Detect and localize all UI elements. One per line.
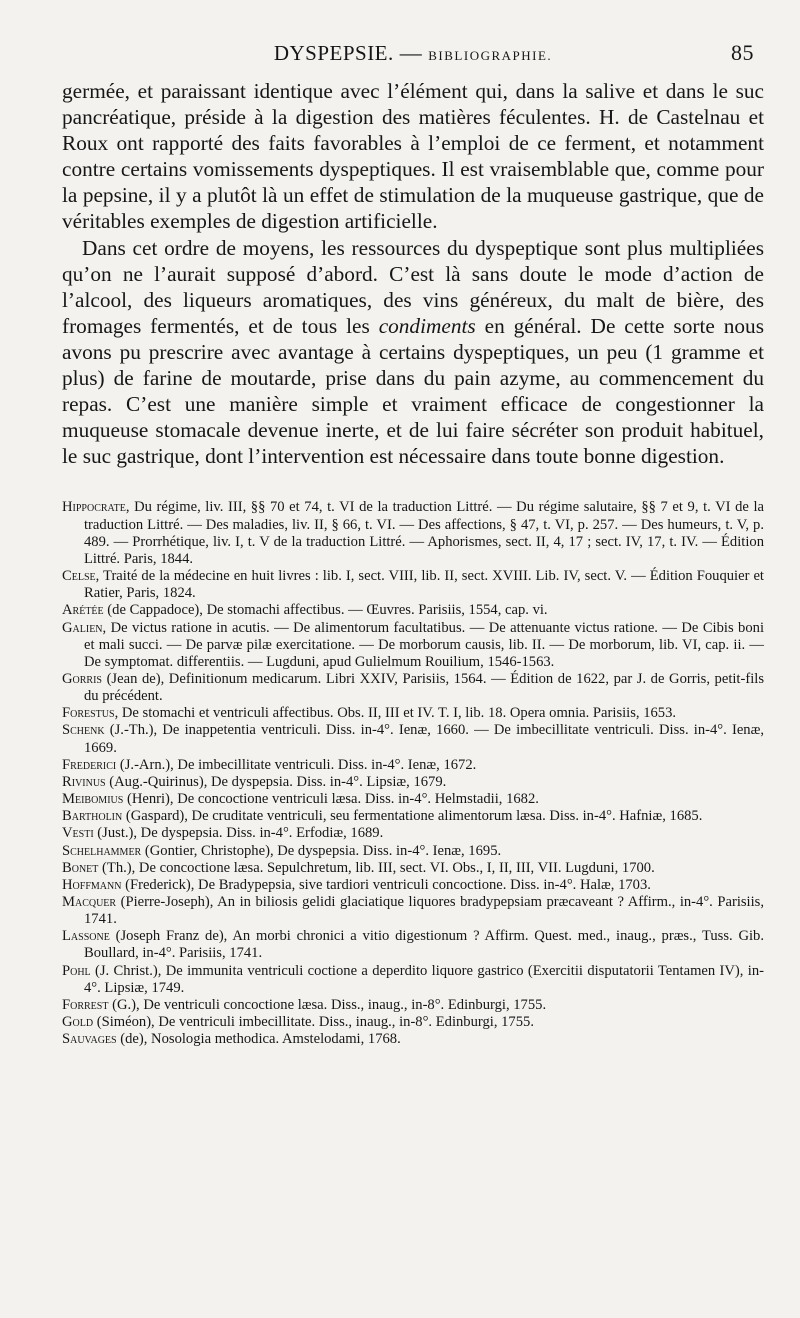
entry-text: (Just.), De dyspepsia. Diss. in-4°. Erfodiæ, 1689. (93, 825, 384, 842)
entry-text: (Gaspard), De cruditate ventriculi, seu fermentatione alimentorum læsa. Diss. in-4°. Hafniæ, 1685. (122, 808, 703, 825)
bibliography (62, 499, 764, 1048)
bibliography-entry (62, 877, 764, 894)
bibliography-entry (62, 963, 764, 997)
entry-text: (Siméon), De ventriculi imbecillitate. Diss., inaug., in-8°. Edinburgi, 1755. (93, 1014, 534, 1031)
entry-author: Schelhammer (62, 842, 142, 859)
entry-text: (J.-Th.), De inappetentia ventriculi. Diss. in-4°. Ienæ, 1660. — De imbecillitate ventriculi. Diss. in-4°. Ienæ, 1669. (84, 722, 764, 756)
bibliography-entry (62, 722, 764, 756)
entry-text: (Frederick), De Bradypepsia, sive tardiori ventriculi concoctione. Diss. in-4°. Halæ, 1703. (121, 876, 651, 893)
entry-author: Galien (62, 619, 103, 636)
entry-author: Bartholin (62, 808, 123, 825)
paragraph-2 (62, 235, 764, 470)
entry-text: (Joseph Franz de), An morbi chronici a vitio digestionum ? Affirm. Quest. med., inaug., præs., Tuss. Gib. Boullard, in-4°. Parisiis, 1741. (84, 928, 764, 962)
entry-text: (Henri), De concoctione ventriculi læsa. Diss. in-4°. Helmstadii, 1682. (123, 791, 539, 808)
entry-author: Gorris (62, 670, 102, 687)
bibliography-entry (62, 671, 764, 705)
entry-text: (de), Nosologia methodica. Amstelodami, 1768. (116, 1031, 401, 1048)
entry-text: (Aug.-Quirinus), De dyspepsia. Diss. in-4°. Lipsiæ, 1679. (105, 773, 447, 790)
entry-author: Forestus (62, 705, 115, 722)
entry-author: Gold (62, 1014, 94, 1031)
entry-author: Vesti (62, 825, 94, 842)
paragraph-1: germée, et paraissant identique avec l’élément qui, dans la salive et dans le suc pancréatique, préside à la digestion des matières féculentes. H. de Castelnau et Roux ont rapporté des faits favorables à l’emploi de ce ferment, et notamment contre certains vomissements dyspeptiques. Il est vraisemblable que, comme pour la pepsine, il y a plutôt là un effet de stimulation de la muqueuse gastrique, que de véritables exemples de digestion artificielle. (62, 79, 764, 234)
entry-author: Arétée (62, 602, 104, 619)
entry-author: Macquer (62, 894, 117, 910)
entry-text: , De victus ratione in acutis. — De alimentorum facultatibus. — De attenuante victus ratione. — De Cibis boni et mali succi. — De parvæ pilæ exercitatione. — De morborum causis, lib. II. — De morborum, lib. VI, cap. ii. — De symptomat. differentiis. — Lugduni, apud Gulielmum Rouilium, 1546-1563. (84, 619, 764, 670)
running-subtitle: BIBLIOGRAPHIE. (428, 48, 553, 63)
page-number: 85 (731, 40, 754, 65)
entry-author: Schenk (62, 722, 105, 739)
entry-author: Pohl (62, 962, 91, 979)
entry-author: Hoffmann (62, 876, 122, 893)
paragraph-2-part-1: Dans cet ordre de moyens, les ressources du dyspeptique sont plus multipliées qu’on ne l’aurait supposé d’abord. C’est là sans doute le mode d’action de l’alcool, des liqueurs aromatiques, des vins généreux, du malt de bière, des fromages fermentés, et de tous les (62, 235, 764, 338)
entry-text: (Jean de), Definitionum medicarum. Libri XXIV, Parisiis, 1564. — Édition de 1622, par J. de Gorris, petit-fils du précédent. (84, 670, 764, 705)
entry-text: , Du régime, liv. III, §§ 70 et 74, t. VI de la traduction Littré. — Du régime salutaire, §§ 7 et 9, t. VI de la traduction Littré. — Des maladies, liv. II, § 66, t. VI. — Des affections, § 47, t. VI, p. 257. — Des humeurs, t. V, p. 489. — Prorrhétique, liv. I, t. V de la traduction Littré. — Aphorismes, sect. II, 4, 17 ; sect. IV, 17, t. IV. — Édition Littré. Paris, 1844. (84, 499, 764, 567)
entry-author: Forrest (62, 996, 109, 1013)
bibliography-entry (62, 825, 764, 842)
entry-author: Rivinus (62, 773, 106, 790)
bibliography-entry (62, 894, 764, 928)
bibliography-entry (62, 774, 764, 791)
bibliography-entry (62, 1031, 764, 1048)
bibliography-entry (62, 602, 764, 619)
bibliography-entry (62, 808, 764, 825)
entry-text: (G.), De ventriculi concoctione læsa. Diss., inaug., in-8°. Edinburgi, 1755. (108, 996, 547, 1013)
running-head-dash: — (393, 40, 429, 65)
entry-text: , Traité de la médecine en huit livres : lib. I, sect. VIII, lib. II, sect. XVIII. Lib. IV, sect. V. — Édition Fouquier et Ratier, Paris, 1824. (84, 568, 764, 602)
running-title: DYSPEPSIE. (273, 41, 394, 65)
entry-text: (Pierre-Joseph), An in biliosis gelidi glaciatique liquores bradypepsiam præcaveant ? Affirm., in-4°. Parisiis, 1741. (84, 894, 764, 928)
running-head (62, 40, 764, 74)
bibliography-entry (62, 499, 764, 568)
entry-text: , De stomachi et ventriculi affectibus. Obs. II, III et IV. T. I, lib. 18. Opera omnia. Parisiis, 1653. (114, 705, 677, 722)
entry-author: Frederici (62, 756, 117, 773)
paragraph-2-part-2: en général. De cette sorte nous avons pu prescrire avec avantage à certains dyspeptiques, un peu (1 gramme et plus) de farine de moutarde, prise dans du pain azyme, au commencement du repas. C’est une manière simple et vraiment efficace de congestionner la muqueuse stomacale devenue inerte, et de lui faire sécréter son produit habituel, le suc gastrique, dont l’intervention est nécessaire dans toute bonne digestion. (62, 313, 764, 469)
bibliography-entry (62, 757, 764, 774)
bibliography-entry (62, 705, 764, 722)
entry-author: Celse (62, 568, 96, 585)
entry-text: (de Cappadoce), De stomachi affectibus. — Œuvres. Parisiis, 1554, cap. vi. (103, 602, 548, 619)
entry-author: Meibomius (62, 791, 124, 808)
entry-author: Sauvages (62, 1031, 117, 1048)
entry-author: Hippocrate (62, 499, 126, 516)
bibliography-entry (62, 860, 764, 877)
bibliography-entry (62, 620, 764, 671)
paragraph-2-emphasis: condiments (378, 313, 476, 338)
bibliography-entry (62, 997, 764, 1014)
entry-author: Lassone (62, 928, 110, 945)
entry-text: (J.-Arn.), De imbecillitate ventriculi. Diss. in-4°. Ienæ, 1672. (116, 756, 477, 773)
bibliography-entry (62, 568, 764, 602)
bibliography-entry (62, 791, 764, 808)
bibliography-entry (62, 928, 764, 962)
entry-text: (J. Christ.), De immunita ventriculi coctione a deperdito liquore gastrico (Exercitii disputatorii Tentamen IV), in-4°. Lipsiæ, 1749. (84, 962, 764, 996)
bibliography-entry (62, 843, 764, 860)
bibliography-entry (62, 1014, 764, 1031)
entry-text: (Th.), De concoctione læsa. Sepulchretum, lib. III, sect. VI. Obs., I, II, III, VII. Lugduni, 1700. (98, 859, 655, 876)
entry-text: (Gontier, Christophe), De dyspepsia. Diss. in-4°. Ienæ, 1695. (141, 842, 502, 859)
main-text (62, 78, 764, 469)
entry-author: Bonet (62, 859, 99, 876)
